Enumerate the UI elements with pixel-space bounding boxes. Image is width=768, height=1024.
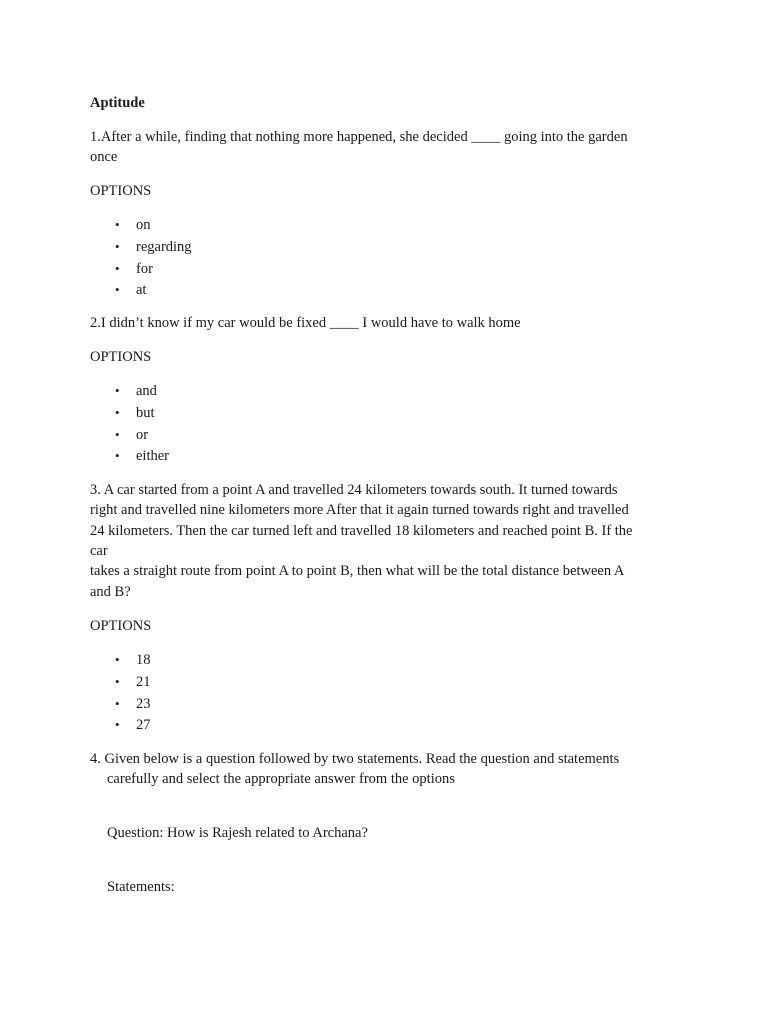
bullet-icon: • xyxy=(115,239,120,254)
bullet-icon: • xyxy=(115,217,120,232)
q1-options-label: OPTIONS xyxy=(90,183,152,199)
q2-line-1: 2.I didn’t know if my car would be fixed ____ I would have to walk home xyxy=(90,315,521,331)
option-text: either xyxy=(136,448,170,464)
option-text: on xyxy=(136,217,151,233)
bullet-icon: • xyxy=(115,717,120,732)
q3-line-1: 3. A car started from a point A and travelled 24 kilometers towards south. It turned towards xyxy=(90,482,618,498)
bullet-icon: • xyxy=(115,405,120,420)
option-text: or xyxy=(136,427,149,443)
q3-options-label: OPTIONS xyxy=(90,618,152,634)
q1-line-2: once xyxy=(90,149,118,165)
option-text: 23 xyxy=(136,696,151,712)
option-text: regarding xyxy=(136,239,192,255)
q3-line-2: right and travelled nine kilometers more After that it again turned towards right and travelled xyxy=(90,502,629,518)
bullet-icon: • xyxy=(115,427,120,442)
option-text: but xyxy=(136,405,155,421)
q3-line-4: car xyxy=(90,543,108,559)
q3-line-3: 24 kilometers. Then the car turned left and travelled 18 kilometers and reached point B. If the xyxy=(90,523,633,539)
bullet-icon: • xyxy=(115,383,120,398)
q4-sub-question: Question: How is Rajesh related to Archana? xyxy=(107,825,368,841)
q2-options-label: OPTIONS xyxy=(90,349,152,365)
bullet-icon: • xyxy=(115,261,120,276)
q4-statements-label: Statements: xyxy=(107,879,175,895)
q4-line-1: 4. Given below is a question followed by two statements. Read the question and statements xyxy=(90,751,620,767)
q3-line-5: takes a straight route from point A to point B, then what will be the total distance between A xyxy=(90,563,625,579)
option-text: at xyxy=(136,282,147,298)
option-text: and xyxy=(136,383,157,399)
q1-line-1: 1.After a while, finding that nothing more happened, she decided ____ going into the garden xyxy=(90,129,628,145)
bullet-icon: • xyxy=(115,282,120,297)
option-text: 27 xyxy=(136,717,151,733)
bullet-icon: • xyxy=(115,652,120,667)
option-text: 18 xyxy=(136,652,151,668)
q4-line-2: carefully and select the appropriate answer from the options xyxy=(107,771,455,787)
bullet-icon: • xyxy=(115,674,120,689)
option-text: 21 xyxy=(136,674,151,690)
option-text: for xyxy=(136,261,153,277)
q3-line-6: and B? xyxy=(90,584,131,600)
bullet-icon: • xyxy=(115,696,120,711)
document-title: Aptitude xyxy=(90,95,145,111)
bullet-icon: • xyxy=(115,448,120,463)
